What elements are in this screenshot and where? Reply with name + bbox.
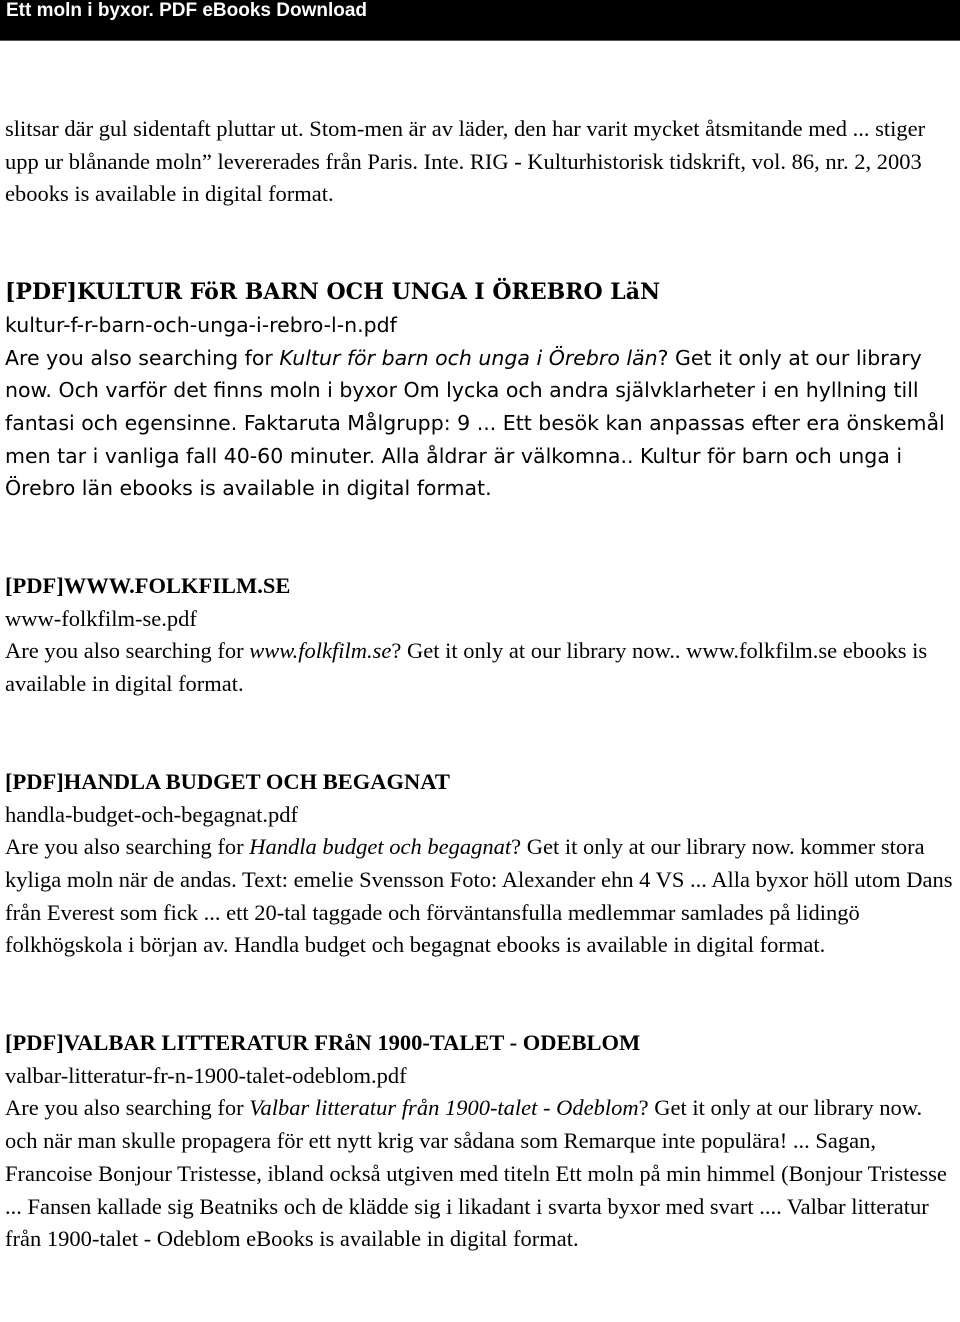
search-suffix: ? Get it only at our library now.	[638, 1095, 923, 1121]
search-term: Kultur för barn och unga i Örebro län	[279, 345, 658, 370]
search-suffix: ? Get it only at our library now.	[391, 638, 675, 664]
entry-title[interactable]: [PDF]WWW.FOLKFILM.SE	[5, 573, 291, 599]
search-term: www.folkfilm.se	[249, 638, 392, 664]
entry-kultur	[5, 276, 955, 505]
search-suffix: ? Get it only at our library now.	[5, 345, 922, 403]
search-prefix: Are you also searching for	[5, 638, 250, 664]
search-term: Handla budget och begagnat	[249, 834, 512, 860]
entry-body: och när man skulle propagera för ett nytt krig var sådana som Remarque inte populära! ... Sagan, Francoise Bonjour Tristesse, ibland också utgiven med titeln Ett moln på min himmel (Bonjour Tristesse ... Fansen kallade sig Beatniks och de klädde sig i likadant i svarta byxor med svart .... Valbar litteratur från 1900-talet - Odeblom eBooks is available in digital format.	[5, 1128, 947, 1252]
entry-folkfilm	[5, 570, 955, 701]
document-content	[5, 113, 955, 1256]
entry-filename: valbar-litteratur-fr-n-1900-talet-odeblom.pdf	[5, 1062, 407, 1088]
entry-description	[5, 1092, 955, 1256]
entry-body: . www.folkfilm.se ebooks is available in digital format.	[5, 638, 928, 697]
entry-handla	[5, 766, 955, 962]
entry-filename: handla-budget-och-begagnat.pdf	[5, 801, 299, 827]
entry-title[interactable]: [PDF]HANDLA BUDGET OCH BEGAGNAT	[5, 768, 450, 794]
document-title: Ett moln i byxor. PDF eBooks Download	[6, 0, 368, 21]
search-suffix: ? Get it only at our library now.	[511, 834, 795, 860]
intro-paragraph	[5, 113, 955, 211]
header-bar	[0, 0, 960, 41]
search-term: Valbar litteratur från 1900-talet - Odeblom	[249, 1095, 639, 1121]
intro-text: slitsar där gul sidentaft pluttar ut. Stom-men är av läder, den har varit mycket åtsmitande med ... stiger upp ur blånande moln” levererades från Paris. Inte. RIG - Kulturhistorisk tidskrift, vol. 86, nr. 2, 2003 ebooks is available in digital format.	[5, 116, 926, 207]
entry-title[interactable]: [PDF]KULTUR FöR BARN OCH UNGA I ÖREBRO LäN	[5, 279, 661, 306]
entry-title[interactable]: [PDF]VALBAR LITTERATUR FRåN 1900-TALET - ODEBLOM	[5, 1030, 641, 1056]
search-prefix: Are you also searching for	[5, 1095, 250, 1121]
entry-body: Och varför det finns moln i byxor Om lycka och andra självklarheter i en hyllning till fantasi och egensinne. Faktaruta Målgrupp: 9 ... Ett besök kan anpassas efter era önskemål men tar i vanliga fall 40-60 minuter. Alla åldrar är välkomna.. Kultur för barn och unga i Örebro län ebooks is available in digital format.	[5, 378, 945, 501]
entry-description	[5, 635, 955, 700]
entry-filename: www-folkfilm-se.pdf	[5, 605, 197, 631]
search-prefix: Are you also searching for	[5, 345, 280, 370]
entry-body: kommer stora kyliga moln när de andas. Text: emelie Svensson Foto: Alexander ehn 4 VS ... Alla byxor höll utom Dans från Everest som fick ... ett 20-tal taggade och förväntansfulla medlemmar samlades på lidingö folkhögskola i början av. Handla budget och begagnat ebooks is available in digital format.	[5, 834, 953, 958]
search-prefix: Are you also searching for	[5, 834, 250, 860]
entry-description	[5, 342, 955, 506]
entry-valbar	[5, 1027, 955, 1256]
entry-filename: kultur-f-r-barn-och-unga-i-rebro-l-n.pdf	[5, 312, 397, 337]
entry-description	[5, 831, 955, 962]
